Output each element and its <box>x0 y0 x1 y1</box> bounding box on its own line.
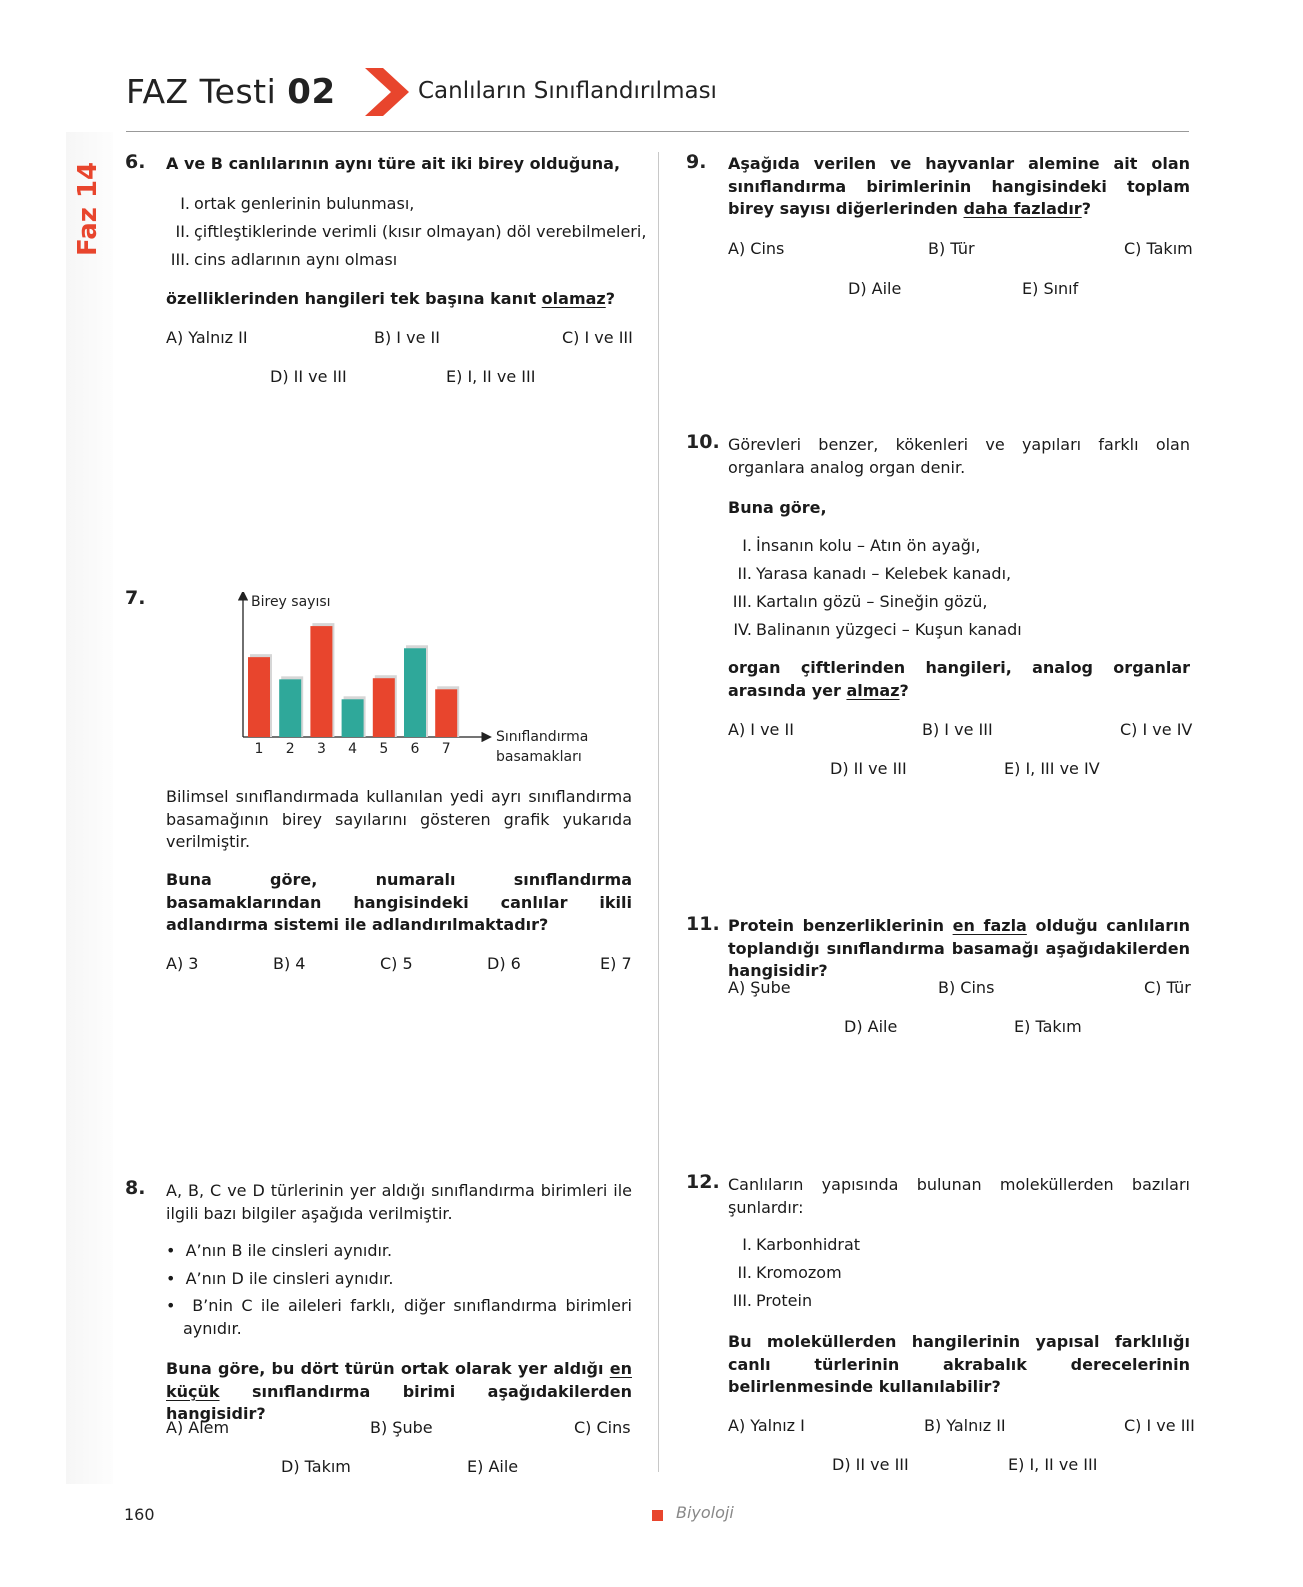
q9-option-a[interactable]: A) Cins <box>728 239 785 258</box>
q9-number: 9. <box>686 151 707 173</box>
q8-option-e[interactable]: E) Aile <box>467 1457 519 1476</box>
list-item: II. Kromozom <box>737 1263 842 1282</box>
q11-option-c[interactable]: C) Tür <box>1144 978 1191 997</box>
q7-option-d[interactable]: D) 6 <box>487 954 521 973</box>
q6-stem: A ve B canlılarının aynı türe ait iki birey olduğuna, <box>166 154 621 173</box>
test-prefix: FAZ Testi <box>126 72 277 111</box>
y-axis-label: Birey sayısı <box>251 594 331 610</box>
q6-option-d[interactable]: D) II ve III <box>270 367 347 386</box>
side-band <box>66 132 113 1484</box>
x-axis-label-line1: Sınıflandırma <box>496 729 589 745</box>
q10-option-d[interactable]: D) II ve III <box>830 759 907 778</box>
q6-question: özelliklerinden hangileri tek başına kanıt olamaz? <box>166 289 616 308</box>
q9-option-c[interactable]: C) Takım <box>1124 239 1193 258</box>
q11-number: 11. <box>686 913 720 935</box>
q10-number: 10. <box>686 431 720 453</box>
q12-option-e[interactable]: E) I, II ve III <box>1008 1455 1098 1474</box>
list-item: II. çiftleştiklerinde verimli (kısır olmayan) döl verebilmeleri, <box>175 222 647 241</box>
q8-text: A, B, C ve D türlerinin yer aldığı sınıflandırma birimleri ile ilgili bazı bilgiler aşağıda verilmiştir. <box>166 1181 632 1223</box>
q10-option-a[interactable]: A) I ve II <box>728 720 794 739</box>
square-icon <box>652 1510 663 1521</box>
list-item: • A’nın D ile cinsleri aynıdır. <box>166 1268 394 1288</box>
list-item: I. Karbonhidrat <box>742 1235 861 1254</box>
q8-question: Buna göre, bu dört türün ortak olarak yer aldığı en küçük sınıflandırma birimi aşağıdakilerden hangisidir? <box>166 1359 632 1423</box>
q6-number: 6. <box>125 151 146 173</box>
q8-option-d[interactable]: D) Takım <box>281 1457 351 1476</box>
bar-7 <box>435 689 457 737</box>
q7-number: 7. <box>125 587 146 609</box>
footer-subject: Biyoloji <box>676 1503 734 1522</box>
list-item: III. Protein <box>732 1291 813 1310</box>
q10-option-e[interactable]: E) I, III ve IV <box>1004 759 1100 778</box>
bar-6 <box>404 648 426 737</box>
bar-1 <box>248 657 270 737</box>
x-tick-label: 4 <box>348 741 358 757</box>
q10-question: organ çiftlerinden hangileri, analog organlar arasında yer almaz? <box>728 658 1190 700</box>
bar-3 <box>310 626 332 737</box>
q12-option-b[interactable]: B) Yalnız II <box>924 1416 1006 1435</box>
q12-text: Canlıların yapısında bulunan moleküllerden bazıları şunlardır: <box>728 1175 1190 1217</box>
bar-5 <box>373 678 395 737</box>
q6-option-c[interactable]: C) I ve III <box>562 328 633 347</box>
q10-text: Görevleri benzer, kökenleri ve yapıları farklı olan organlara analog organ denir. <box>728 435 1190 477</box>
q8-option-a[interactable]: A) Alem <box>166 1418 230 1437</box>
q8-number: 8. <box>125 1177 146 1199</box>
x-tick-label: 2 <box>285 741 295 757</box>
x-tick-label: 5 <box>379 741 389 757</box>
q9-question: Aşağıda verilen ve hayvanlar alemine ait olan sınıflandırma birimlerinin hangisindeki toplam birey sayısı diğerlerinden daha fazladır? <box>728 154 1190 218</box>
q8-option-c[interactable]: C) Cins <box>574 1418 631 1437</box>
q6-option-e[interactable]: E) I, II ve III <box>446 367 536 386</box>
list-item: I. İnsanın kolu – Atın ön ayağı, <box>742 536 981 555</box>
q6-items <box>166 190 646 274</box>
q10-option-c[interactable]: C) I ve IV <box>1120 720 1193 739</box>
q12-items <box>728 1231 860 1315</box>
subject-title: Canlıların Sınıflandırılması <box>418 78 717 104</box>
q7-option-e[interactable]: E) 7 <box>600 954 632 973</box>
q6-option-a[interactable]: A) Yalnız II <box>166 328 248 347</box>
q8-option-b[interactable]: B) Şube <box>370 1418 433 1437</box>
test-title <box>126 72 336 112</box>
q7-option-c[interactable]: C) 5 <box>380 954 413 973</box>
q10-lead: Buna göre, <box>728 498 827 517</box>
list-item: • B’nin C ile aileleri farklı, diğer sınıflandırma birimleri aynıdır. <box>166 1296 632 1338</box>
x-tick-label: 3 <box>316 741 326 757</box>
q9-option-b[interactable]: B) Tür <box>928 239 975 258</box>
list-item: • A’nın B ile cinsleri aynıdır. <box>166 1241 393 1260</box>
list-item: II. Yarasa kanadı – Kelebek kanadı, <box>737 564 1012 583</box>
q7-text: Bilimsel sınıflandırmada kullanılan yedi ayrı sınıflandırma basamağının birey sayılarını gösteren grafik yukarıda verilmiştir. <box>166 787 632 851</box>
q11-option-d[interactable]: D) Aile <box>844 1017 898 1036</box>
x-tick-label: 6 <box>410 741 420 757</box>
header-divider <box>126 131 1189 132</box>
q12-question: Bu moleküllerden hangilerinin yapısal farklılığı canlı türlerinin akrabalık derecelerinin belirlenmesinde kullanılabilir? <box>728 1332 1190 1396</box>
q7-question: Buna göre, numaralı sınıflandırma basamaklarından hangisindeki canlılar ikili adlandırma sistemi ile adlandırılmaktadır? <box>166 870 632 934</box>
q6-option-b[interactable]: B) I ve II <box>374 328 440 347</box>
x-tick-label: 7 <box>441 741 451 757</box>
q11-option-e[interactable]: E) Takım <box>1014 1017 1082 1036</box>
bar-4 <box>342 699 364 737</box>
bar-2 <box>279 679 301 737</box>
list-item: IV. Balinanın yüzgeci – Kuşun kanadı <box>733 620 1022 639</box>
q7-option-b[interactable]: B) 4 <box>273 954 306 973</box>
list-item: III. Kartalın gözü – Sineğin gözü, <box>732 592 988 611</box>
list-item: I. ortak genlerinin bulunması, <box>180 194 415 213</box>
q12-option-c[interactable]: C) I ve III <box>1124 1416 1195 1435</box>
column-divider <box>658 152 659 1472</box>
list-item: III. cins adlarının aynı olması <box>170 250 398 269</box>
side-label <box>70 150 106 260</box>
x-tick-label: 1 <box>254 741 264 757</box>
q8-bullets <box>166 1240 632 1345</box>
q11-option-b[interactable]: B) Cins <box>938 978 995 997</box>
bar-chart <box>230 592 610 768</box>
q11-option-a[interactable]: A) Şube <box>728 978 791 997</box>
q9-option-e[interactable]: E) Sınıf <box>1022 279 1079 298</box>
chevron-right-icon <box>365 68 409 116</box>
q12-option-d[interactable]: D) II ve III <box>832 1455 909 1474</box>
q12-option-a[interactable]: A) Yalnız I <box>728 1416 805 1435</box>
q11-question: Protein benzerliklerinin en fazla olduğu canlıların toplandığı sınıflandırma basamağı aşağıdakilerden hangisidir? <box>728 916 1190 980</box>
q10-option-b[interactable]: B) I ve III <box>922 720 993 739</box>
test-number: 02 <box>287 72 336 112</box>
page-number: 160 <box>124 1505 155 1524</box>
q7-option-a[interactable]: A) 3 <box>166 954 199 973</box>
x-axis-label-line2: basamakları <box>496 749 582 765</box>
q10-items <box>728 532 1022 644</box>
q9-option-d[interactable]: D) Aile <box>848 279 902 298</box>
side-label-text: Faz 14 <box>73 161 103 256</box>
q12-number: 12. <box>686 1171 720 1193</box>
